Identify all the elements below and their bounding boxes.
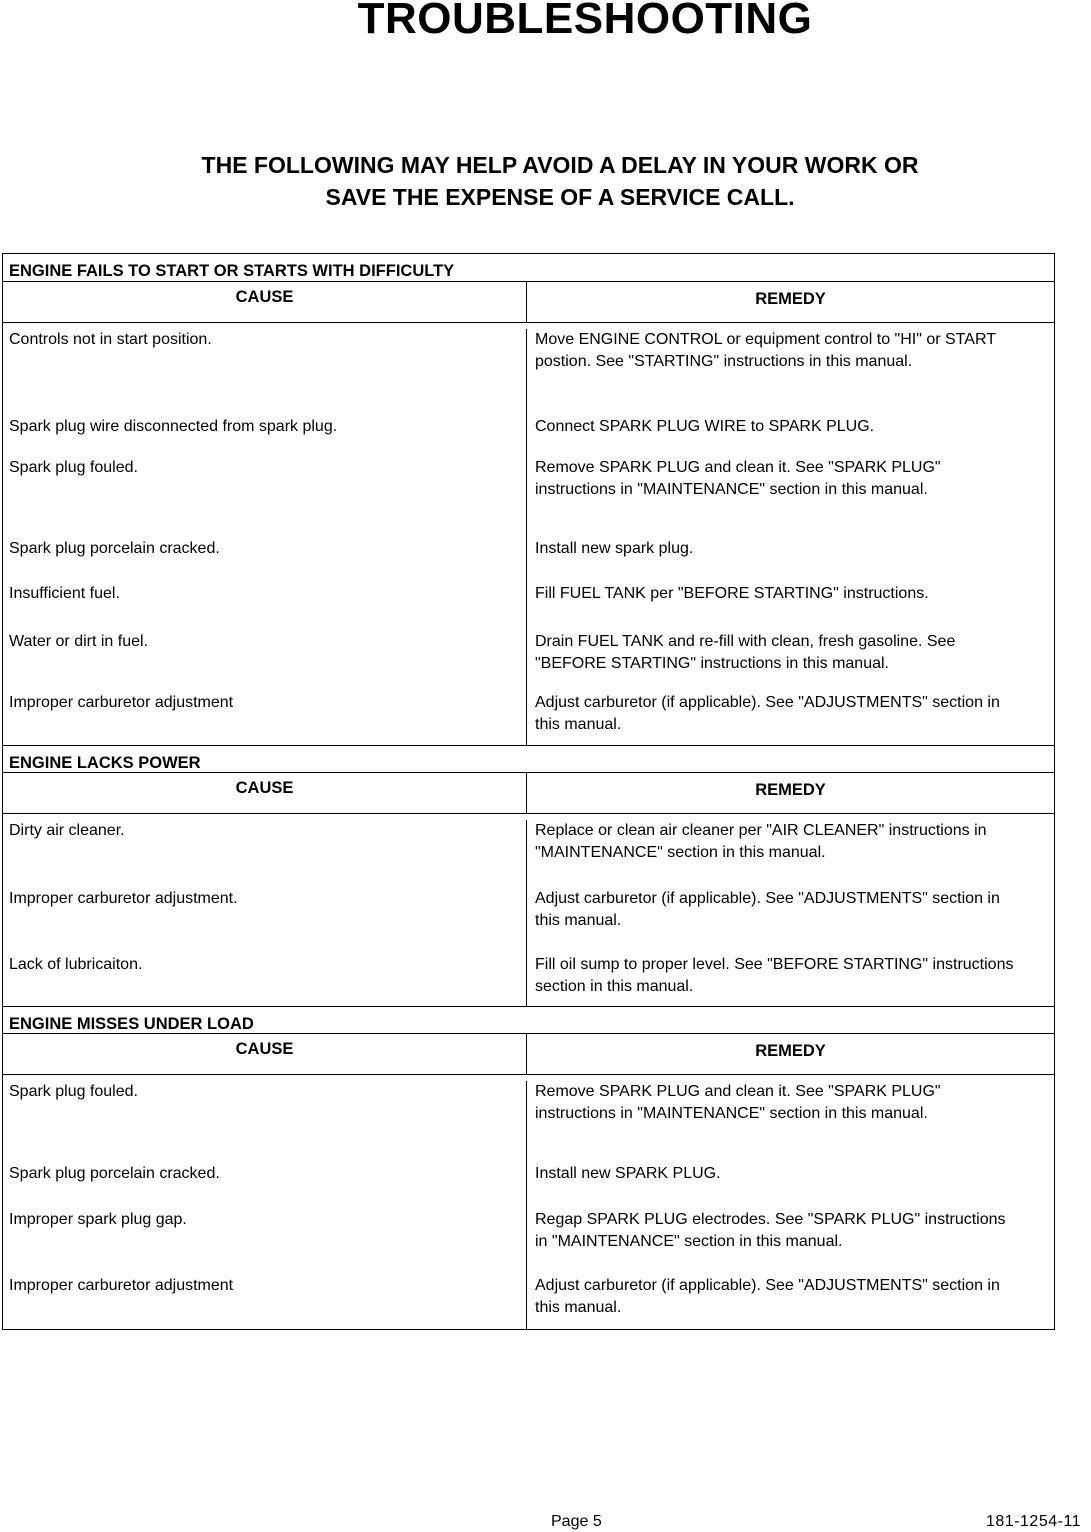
cause-cell: Improper carburetor adjustment <box>3 1275 527 1329</box>
page-title: TROUBLESHOOTING <box>357 0 813 43</box>
table-row <box>3 457 1054 538</box>
cause-cell: Improper carburetor adjustment <box>3 692 527 745</box>
subtitle-line-1: THE FOLLOWING MAY HELP AVOID A DELAY IN YOUR WORK OR <box>201 152 919 178</box>
section-title: ENGINE LACKS POWER <box>3 745 1054 773</box>
cause-cell: Spark plug porcelain cracked. <box>3 1163 527 1209</box>
cause-header: CAUSE <box>3 1034 527 1074</box>
cause-cell: Spark plug fouled. <box>3 457 527 538</box>
table-row <box>3 888 1054 954</box>
remedy-cell: Move ENGINE CONTROL or equipment control to "HI" or START postion. See "STARTING" instructions in this manual. <box>535 331 996 370</box>
section-fails-to-start <box>3 254 1054 745</box>
subtitle-line-2: SAVE THE EXPENSE OF A SERVICE CALL. <box>325 184 795 210</box>
table-row <box>3 954 1054 1006</box>
table-row <box>3 323 1054 416</box>
table-row <box>3 1075 1054 1163</box>
cause-cell: Lack of lubricaiton. <box>3 954 527 1006</box>
cause-header: CAUSE <box>3 282 527 322</box>
remedy-cell: Remove SPARK PLUG and clean it. See "SPARK PLUG" instructions in "MAINTENANCE" section in this manual. <box>535 459 941 498</box>
table-row <box>3 631 1054 692</box>
remedy-cell: Replace or clean air cleaner per "AIR CLEANER" instructions in "MAINTENANCE" section in this manual. <box>535 822 987 861</box>
remedy-cell: Install new SPARK PLUG. <box>535 1165 721 1182</box>
cause-cell: Dirty air cleaner. <box>3 820 527 888</box>
table-row <box>3 692 1054 745</box>
cause-cell: Water or dirt in fuel. <box>3 631 527 692</box>
table-row <box>3 583 1054 631</box>
document-code: 181-1254-11 <box>986 1513 1082 1530</box>
cause-cell: Spark plug porcelain cracked. <box>3 538 527 583</box>
remedy-cell: Drain FUEL TANK and re-fill with clean, fresh gasoline. See "BEFORE STARTING" instructions in this manual. <box>535 633 956 672</box>
section-lacks-power <box>3 745 1054 1006</box>
table-row <box>3 416 1054 457</box>
column-headers <box>3 1034 1054 1075</box>
table-row <box>3 1275 1054 1329</box>
remedy-cell: Remove SPARK PLUG and clean it. See "SPARK PLUG" instructions in "MAINTENANCE" section in this manual. <box>535 1083 941 1122</box>
table-row <box>3 1163 1054 1209</box>
section-misses-under-load <box>3 1006 1054 1329</box>
section-title: ENGINE MISSES UNDER LOAD <box>3 1006 1054 1034</box>
page-subtitle <box>0 149 1091 213</box>
remedy-cell: Adjust carburetor (if applicable). See "ADJUSTMENTS" section in this manual. <box>535 890 1000 929</box>
page-number: Page 5 <box>551 1513 602 1530</box>
troubleshooting-table <box>2 253 1055 1330</box>
remedy-header: REMEDY <box>755 1042 826 1060</box>
column-headers <box>3 282 1054 323</box>
section-rows <box>3 323 1054 745</box>
remedy-cell: Adjust carburetor (if applicable). See "ADJUSTMENTS" section in this manual. <box>535 1277 1000 1316</box>
cause-cell: Controls not in start position. <box>3 329 527 416</box>
cause-cell: Spark plug wire disconnected from spark plug. <box>3 416 527 457</box>
section-title: ENGINE FAILS TO START OR STARTS WITH DIFFICULTY <box>3 254 1054 282</box>
cause-cell: Improper spark plug gap. <box>3 1209 527 1275</box>
cause-cell: Insufficient fuel. <box>3 583 527 631</box>
cause-cell: Spark plug fouled. <box>3 1081 527 1163</box>
cause-cell: Improper carburetor adjustment. <box>3 888 527 954</box>
remedy-cell: Adjust carburetor (if applicable). See "ADJUSTMENTS" section in this manual. <box>535 694 1000 733</box>
remedy-header: REMEDY <box>755 781 826 799</box>
table-row <box>3 538 1054 583</box>
remedy-cell: Fill oil sump to proper level. See "BEFORE STARTING" instructions section in this manual. <box>535 956 1014 995</box>
column-headers <box>3 773 1054 814</box>
table-row <box>3 1209 1054 1275</box>
remedy-cell: Regap SPARK PLUG electrodes. See "SPARK PLUG" instructions in "MAINTENANCE" section in this manual. <box>535 1211 1006 1250</box>
section-rows <box>3 814 1054 1006</box>
remedy-cell: Fill FUEL TANK per "BEFORE STARTING" instructions. <box>535 585 929 602</box>
table-row <box>3 814 1054 888</box>
remedy-cell: Connect SPARK PLUG WIRE to SPARK PLUG. <box>535 418 875 435</box>
section-rows <box>3 1075 1054 1329</box>
remedy-header: REMEDY <box>755 290 826 308</box>
cause-header: CAUSE <box>3 773 527 813</box>
remedy-cell: Install new spark plug. <box>535 540 694 557</box>
